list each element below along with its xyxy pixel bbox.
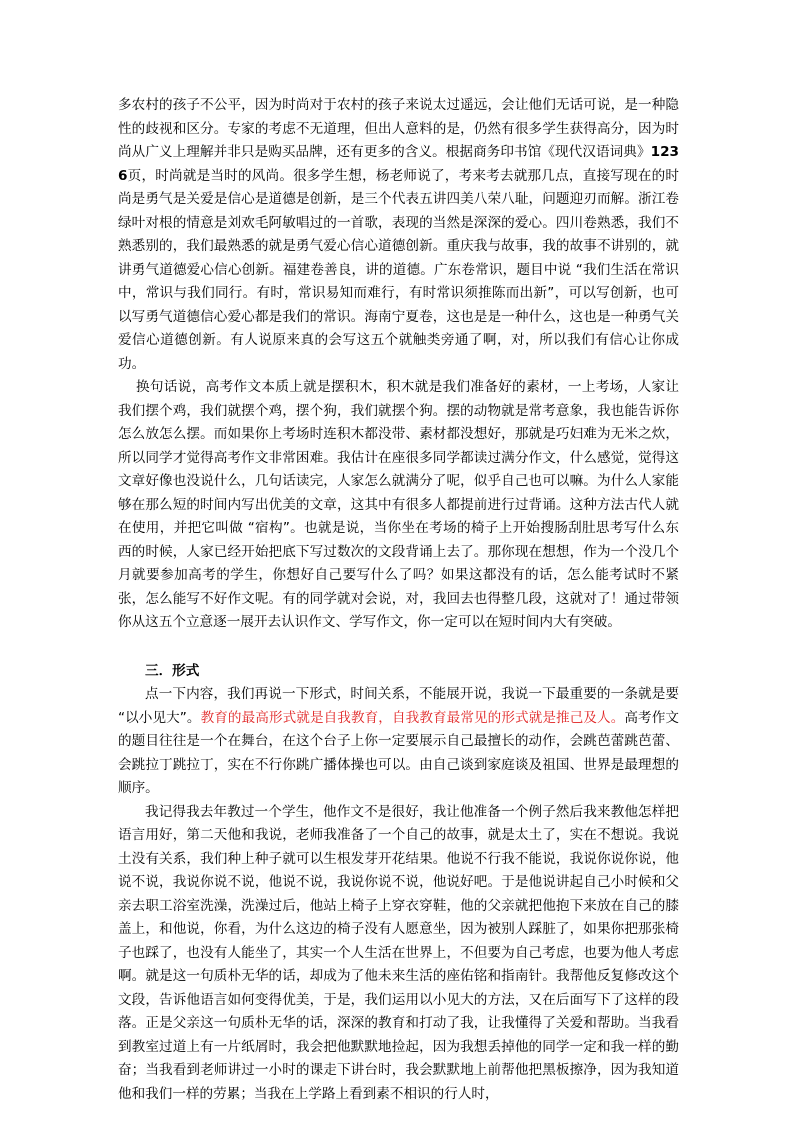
- paragraph-3: [118, 683, 679, 801]
- paragraph-1-text-b: 页，时尚就是当时的风尚。很多学生想，杨老师说了，考来考去就那几点，直接写现在的时尚是勇气是关爱是信心是道德是创新，是三个代表五讲四美八荣八耻，问题迎刃而解。浙江卷绿叶对根的情意是刘欢毛阿敏唱过的一首歌，表现的当然是深深的爱心。四川卷熟悉，我们不熟悉别的，我们最熟悉的就是勇气爱心信心道德创新。重庆我与故事，我的故事不讲别的，就讲勇气道德爱心信心创新。福建卷善良，讲的道德。广东卷常识，题目中说 “我们生活在常识中，常识与我们同行。有时，常识易知而难行，有时常识须推陈而出新”，可以写创新，也可以写勇气道德信心爱心都是我们的常识。海南宁夏卷，这也是是一种什么，这也是一种勇气关爱信心道德创新。有人说原来真的会写这五个就触类旁通了啊，对，所以我们有信心让你成功。: [118, 167, 679, 372]
- paragraph-4: 我记得我去年教过一个学生，他作文不是很好，我让他准备一个例子然后我来教他怎样把语言用好，第二天他和我说，老师我准备了一个自己的故事，就是太土了，实在不想说。我说土没有关系，我们种上种子就可以生根发芽开花结果。他说不行我不能说，我说你说你说，他说不说，我说你说不说，他说不说，我说你说不说，他说好吧。于是他说讲起自己小时候和父亲去职工浴室洗澡，洗澡过后，他站上椅子上穿衣穿鞋，他的父亲就把他抱下来放在自己的膝盖上，和他说，你看，为什么这边的椅子没有人愿意坐，因为被别人踩脏了，如果你把那张椅子也踩了，也没有人能坐了，其实一个人生活在世界上，不但要为自己考虑，也要为他人考虑啊。就是这一句质朴无华的话，却成为了他未来生活的座佑铭和指南针。我帮他反复修改这个文段，告诉他语言如何变得优美，于是，我们运用以小见大的方法，又在后面写下了这样的段落。正是父亲这一句质朴无华的话，深深的教育和打动了我，让我懂得了关爱和帮助。当我看到教室过道上有一片纸屑时，我会把他默默地捡起，因为我想丢掉他的同学一定和我一样的勤奋；当我看到老师讲过一小时的课走下讲台时，我会默默地上前帮他把黑板擦净，因为我知道他和我们一样的劳累；当我在上学路上看到素不相识的行人时，: [118, 803, 679, 1102]
- highlighted-sentence: 教育的最高形式就是自我教育，自我教育最常见的形式就是推己及人。: [200, 709, 625, 726]
- section-heading-form: 三．形式: [145, 662, 200, 679]
- paragraph-1-text-a: 多农村的孩子不公平，因为时尚对于农村的孩子来说太过遥远，会让他们无话可说，是一种隐性的歧视和区分。专家的考虑不无道理，但出人意料的是，仍然有很多学生获得高分，因为时尚从广义上理解并非只是购买品牌，还有更多的含义。根据商务印书馆《现代汉语词典》: [118, 97, 679, 160]
- paragraph-2: 换句话说，高考作文本质上就是摆积木，积木就是我们准备好的素材，一上考场，人家让我们摆个鸡，我们就摆个鸡，摆个狗，我们就摆个狗。摆的动物就是常考意象，我也能告诉你怎么放怎么摆。而如果你上考场时连积木都没带、素材都没想好，那就是巧妇难为无米之炊，所以同学才觉得高考作文非常困难。我估计在座很多同学都读过满分作文，什么感觉，觉得这文章好像也没说什么，几句话读完，人家怎么就满分了呢，似乎自己也可以嘛。为什么人家能够在那么短的时间内写出优美的文章，这其中有很多人都提前进行过背诵。这种方法古代人就在使用，并把它叫做 “宿构”。也就是说，当你坐在考场的椅子上开始搜肠刮肚思考写什么东西的时候，人家已经开始把底下写过数次的文段背诵上去了。那你现在想想，作为一个没几个月就要参加高考的学生，你想好自己要写什么了吗？如果这都没有的话，怎么能考试时不紧张，怎么能写不好作文呢。有的同学就对会说，对，我回去也得整几段，这就对了！通过带领你从这五个立意逐一展开去认识作文、学写作文，你一定可以在短时间内大有突破。: [118, 379, 679, 630]
- document-page: [118, 94, 679, 1106]
- paragraph-1: [118, 94, 679, 376]
- page-number-reference: 1236: [118, 144, 679, 184]
- paragraph-3-text-a: 点一下内容，我们再说一下形式，时间关系，不能展开说，我说一下最重要的一条就是要 “以小见大”。: [118, 686, 679, 726]
- paragraph-3-text-b: 高考作文的题目往往是一个在舞台，在这个台子上你一定要展示自己最擅长的动作，会跳芭蕾跳芭蕾、会跳拉丁跳拉丁，实在不行你跳广播体操也可以。由自己谈到家庭谈及祖国、世界是最理想的顺序。: [118, 709, 679, 796]
